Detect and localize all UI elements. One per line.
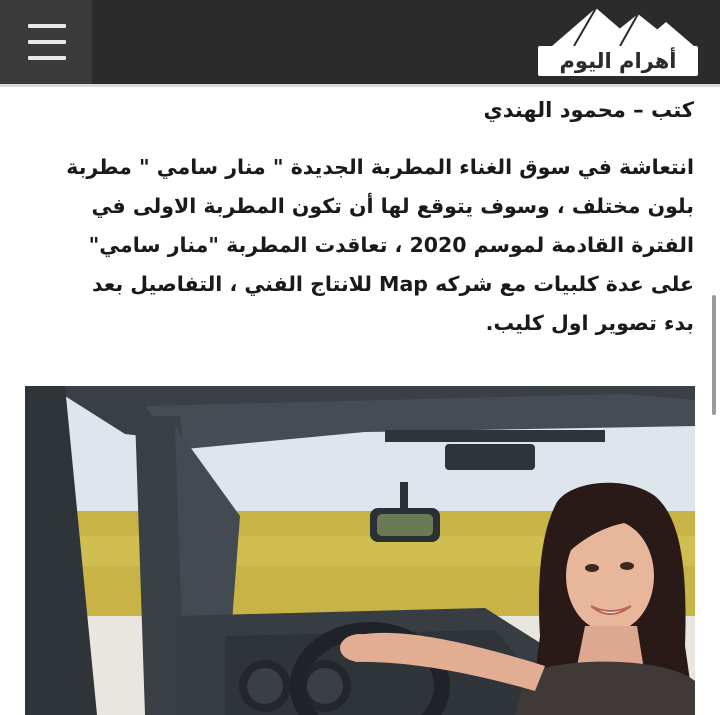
article-paragraph: انتعاشة في سوق الغناء المطربة الجديدة " منار سامي " مطربة بلون مختلف ، وسوف يتوقع لها أن تكون المطربة الاولى في الفترة القادمة لموسم 2020 ، تعاقدت المطربة "منار سامي" على عدة كلبيات مع شركه Map للانتاج الفني ، التفاصيل بعد بدء تصوير اول كليب.: [66, 155, 694, 335]
article-byline: كتب – محمود الهندي: [483, 98, 694, 122]
hamburger-line: [28, 40, 66, 44]
menu-button[interactable]: [0, 0, 92, 84]
site-logo[interactable]: [538, 6, 698, 78]
article-photo[interactable]: [25, 386, 695, 715]
article-body: [60, 92, 694, 343]
header-divider: [0, 84, 720, 87]
hamburger-menu-icon: [28, 24, 66, 28]
top-navigation-bar: [0, 0, 720, 84]
pyramids-icon: [538, 6, 698, 46]
logo-wordmark: أهرام اليوم: [538, 46, 698, 76]
article-photo-illustration: [25, 386, 695, 715]
scrollbar-thumb[interactable]: [712, 295, 716, 415]
hamburger-line: [28, 56, 66, 60]
